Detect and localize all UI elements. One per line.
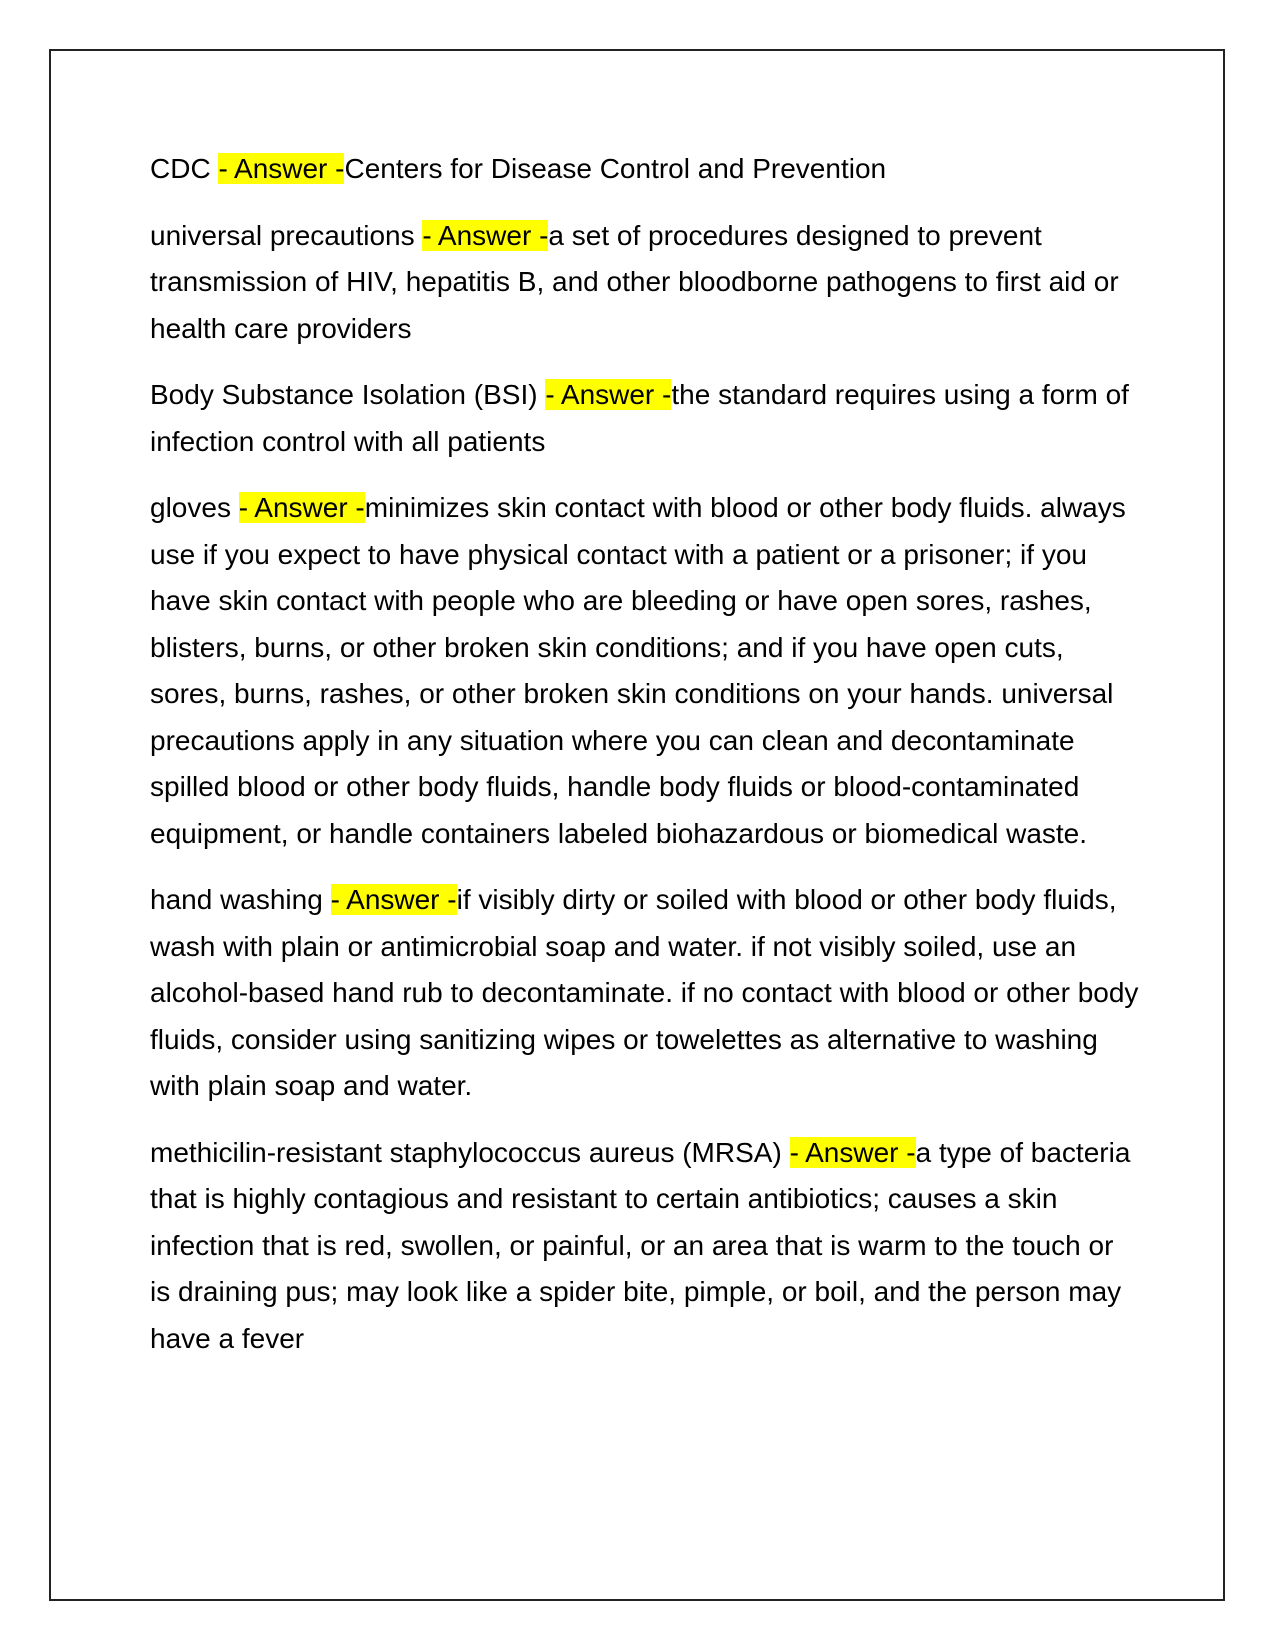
entry-term: methicilin-resistant staphylococcus aureus (MRSA) — [150, 1136, 790, 1168]
answer-highlight: - Answer - — [330, 884, 457, 915]
entry-term: CDC — [150, 153, 219, 184]
entry-definition: the standard requires using a form of infection control with all patients — [150, 379, 1129, 457]
entry-definition: minimizes skin contact with blood or other body fluids. always use if you expect to have physical contact with a patient or a prisoner; if you have skin contact with people who are bleeding or have open sores, rashes, blisters, burns, or other broken skin conditions; and if you have open cuts, sores, burns, rashes, or other broken skin conditions on your hands. universal precautions apply in any situation where you can clean and decontaminate spilled blood or other body fluids, handle body fluids or blood-contaminated equipment, or handle containers labeled biohazardous or biomedical waste. — [150, 492, 1126, 849]
entry-body-substance-isolation — [150, 372, 1140, 465]
answer-highlight: - Answer - — [789, 1136, 916, 1168]
entry-definition: if visibly dirty or soiled with blood or other body fluids, wash with plain or antimicrobial soap and water. if not visibly soiled, use an alcohol-based hand rub to decontaminate. if no contact with blood or other body fluids, consider using sanitizing wipes or towelettes as alternative to washing with plain soap and water. — [150, 884, 1139, 1101]
entry-definition: a set of procedures designed to prevent transmission of HIV, hepatitis B, and other bloodborne pathogens to first aid or health care providers — [150, 219, 1119, 344]
answer-highlight: - Answer - — [422, 219, 549, 251]
entry-term: Body Substance Isolation (BSI) — [150, 379, 546, 410]
answer-highlight: - Answer - — [238, 492, 365, 523]
entry-definition: Centers for Disease Control and Prevention — [344, 153, 887, 184]
document-body — [150, 146, 1140, 1382]
entry-term: hand washing — [150, 884, 331, 915]
entry-term: gloves — [150, 492, 239, 523]
answer-highlight: - Answer - — [218, 153, 345, 184]
entry-definition: a type of bacteria that is highly contagious and resistant to certain antibiotics; causes a skin infection that is red, swollen, or painful, or an area that is warm to the touch or is draining pus; may look like a spider bite, pimple, or boil, and the person may have a fever — [150, 1136, 1131, 1354]
entry-cdc — [150, 146, 1140, 193]
entry-gloves — [150, 485, 1140, 857]
entry-universal-precautions — [150, 213, 1140, 353]
entry-mrsa — [150, 1130, 1140, 1363]
entry-term: universal precautions — [150, 219, 423, 251]
entry-hand-washing — [150, 877, 1140, 1110]
answer-highlight: - Answer - — [545, 379, 672, 410]
